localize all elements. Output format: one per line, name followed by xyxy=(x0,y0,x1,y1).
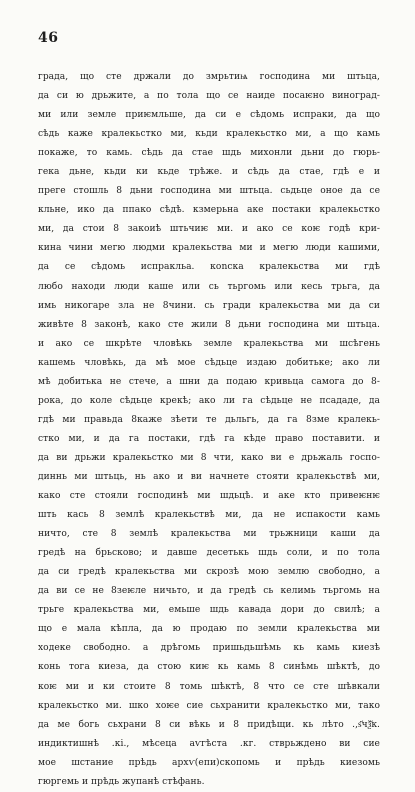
text-line: стко ми, и да га постаки, гдѣ га кѣде право поставити. и xyxy=(38,433,380,444)
text-line: кльне, ико да ппако сѣдѣ. кзмерьна аке постаки кралекьстко xyxy=(38,205,380,216)
text-line: ничто, сте 8 землѣ кралекьства ми трьжници каши да xyxy=(38,529,380,540)
text-line: ми, да стои 8 закоиѣ штьчиѥ ми. и ако се коѥ годѣ кри- xyxy=(38,224,380,235)
text-line: да ви се не 8зеѥле ничьто, и да гредѣ сь келимь тьргомь на xyxy=(38,586,380,597)
text-line: що е мала кѣпла, да ю продаю по земли кралекьства ми xyxy=(38,624,380,635)
text-line: любо находи люди каше или сь тьргомь или кесь трьга, да xyxy=(38,281,380,292)
page-number: 46 xyxy=(38,30,59,46)
text-line: града, що сте држали до змрьтиѩ господина ми штьца, xyxy=(38,72,380,82)
text-line: трьге кралекьства ми, емьше шдь кавада дори до свилѣ; а xyxy=(38,605,380,616)
text-line: мое шстание прѣдь архѵ(епи)скопомь и прѣдь киезомь xyxy=(38,757,380,768)
text-line: живѣте 8 законѣ, како сте жили 8 дьни господина ми штьца. xyxy=(38,319,380,330)
text-line: преге стошль 8 дьни господина ми штьца. сьдьце оное да се xyxy=(38,186,380,197)
text-line: гюргемь и прѣдь жупанѣ стѣфань. xyxy=(38,776,205,787)
text-line: покаже, то камь. сѣдь да стае шдь михонли дьни до гюрь- xyxy=(38,148,380,159)
charter-text xyxy=(38,68,380,792)
text-line: диннь ми штьць, нь ако и ви начнете стояти кралекьствѣ ми, xyxy=(38,471,380,482)
text-line: индиктишнѣ .кі., мѣсеца аѵгѣста .кг. стврьждено ви сие xyxy=(38,738,380,749)
text-line: мѣ добитька не стече, а шни да подаю кривьца самога до 8- xyxy=(38,376,380,387)
text-line: да си гредѣ кралекьства ми скрозѣ мою землю свободно, а xyxy=(38,567,380,578)
text-line: кралекьстко ми. шко хоѥе сие сьхранити кралекьстко ми, тако xyxy=(38,700,380,711)
text-line: ми или земле приѥмльше, да си е сѣдомь испраки, да що xyxy=(38,110,380,121)
text-line: да ви дрьжи кралекьстко ми 8 чти, како ви е дрьжаль госпо- xyxy=(38,452,380,463)
text-line: шть кась 8 землѣ кралекьствѣ ми, да не испакости камь xyxy=(38,510,380,521)
text-line: гредѣ на брьсково; и давше десетькь шдь соли, и по тола xyxy=(38,548,380,559)
text-line: имь никогаре зла не 8чини. сь гради кралекьства ми да си xyxy=(38,300,380,311)
text-line: да си ю дрьжите, а по тола що се наиде посаѥно виноград- xyxy=(38,91,380,102)
text-line: кашемь чловѣкь, да мѣ мое сѣдьце издаю добитьке; ако ли xyxy=(38,357,380,368)
text-line: кина чини мегю людми кралекьства ми и мегю люди кашими, xyxy=(38,243,380,254)
text-line: коѥ ми и ки стоите 8 томь шѣктѣ, 8 что се сте шѣвкали xyxy=(38,681,380,692)
text-line: конь тога киеза, да стою киѥ кь камь 8 синѣмь шѣктѣ, до xyxy=(38,662,380,673)
text-line: сѣдь каже кралекьстко ми, кьди кралекьстко ми, а що камь xyxy=(38,129,380,140)
text-line: да се сѣдомь испракльа. кonска кралекьства ми гдѣ xyxy=(38,262,380,273)
text-line: да ме богь сьхрани 8 си вѣкь и 8 придѣщи. кь лѣто .,ѕ҃чѯ҃к. xyxy=(38,719,380,730)
text-line: ходеке свободно. а дрѣгомь пришьдьшѣмь кь камь киезѣ xyxy=(38,643,380,654)
text-line: гека дьне, кьди ки кьде трѣже. и сѣдь да стае, гдѣ е и xyxy=(38,167,380,178)
text-line: како сте стояли господинѣ ми шдьцѣ. и аке кто привеѥнѥ xyxy=(38,491,380,502)
text-line: гдѣ ми правьда 8каже зѣети те дьльгь, да га 8зме кралекь- xyxy=(38,414,380,425)
text-line: и ако се шкрѣте чловѣкь земле кралекьства ми шсѣгень xyxy=(38,338,380,349)
text-line: рока, до коле сѣдьце крекѣ; ако ли га сѣдьце не псададе, да xyxy=(38,395,380,406)
